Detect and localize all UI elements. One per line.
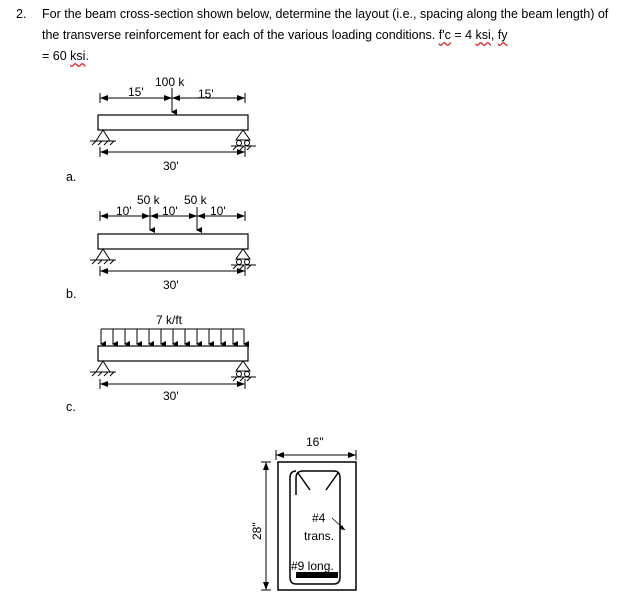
beam-b <box>90 193 256 292</box>
beam-c <box>90 313 256 403</box>
beam-b-span-label: 30' <box>163 278 179 292</box>
beam-c-roller-support <box>231 361 256 381</box>
case-a-label: a. <box>66 170 77 184</box>
separator: , <box>490 28 498 42</box>
sentence-end: . <box>85 49 89 63</box>
beam-b-load-2-label: 50 k <box>184 193 207 207</box>
beam-a-pin-support <box>90 130 116 145</box>
beam-a-span-label: 30' <box>163 159 179 173</box>
beam-c-span-dimension <box>100 379 245 389</box>
fc-label: f'c <box>438 28 451 42</box>
beam-b-dim-2: 10' <box>162 204 178 218</box>
fy-unit: ksi <box>70 49 86 63</box>
beam-b-pin-support <box>90 249 116 264</box>
fy-equals: = 60 <box>42 49 71 63</box>
beam-b-body <box>98 234 248 249</box>
beam-c-body <box>98 346 248 361</box>
beam-b-load-1-label: 50 k <box>137 193 160 207</box>
long-bar-label: #9 long. <box>291 559 334 573</box>
beam-c-span-label: 30' <box>163 389 179 403</box>
beam-b-span-dimension <box>100 266 245 276</box>
section-width-dimension <box>276 450 356 460</box>
fc-equals: = 4 <box>450 28 476 42</box>
problem-text-main: For the beam cross-section shown below, determine the layout (i.e., spacing along the beam length) of the transverse reinforcement for each of the various loading conditions. <box>42 7 609 42</box>
beam-a <box>90 75 256 173</box>
beam-b-dim-3: 10' <box>210 204 226 218</box>
beam-a-left-dim: 15' <box>128 85 144 99</box>
beam-cross-section <box>250 435 356 590</box>
trans-label: trans. <box>304 529 335 543</box>
section-width-label: 16" <box>306 435 324 449</box>
beam-b-roller-support <box>231 249 256 269</box>
beam-a-right-dim: 15' <box>198 87 214 101</box>
beam-c-distributed-load <box>101 329 244 344</box>
problem-number: 2. <box>16 7 27 21</box>
case-b-label: b. <box>66 287 77 301</box>
fy-label: fy <box>497 28 508 42</box>
fc-unit: ksi <box>475 28 491 42</box>
beam-b-dim-1: 10' <box>116 204 132 218</box>
beam-a-roller-support <box>231 130 256 150</box>
beam-a-load-label: 100 k <box>155 75 185 89</box>
case-c-label: c. <box>66 400 76 414</box>
beam-c-load-label: 7 k/ft <box>156 313 183 327</box>
section-height-label: 28" <box>250 522 264 540</box>
beam-a-body <box>98 115 248 130</box>
trans-bar-label: #4 <box>312 511 326 525</box>
beam-c-pin-support <box>90 361 116 376</box>
beam-a-span-dimension <box>100 147 245 157</box>
